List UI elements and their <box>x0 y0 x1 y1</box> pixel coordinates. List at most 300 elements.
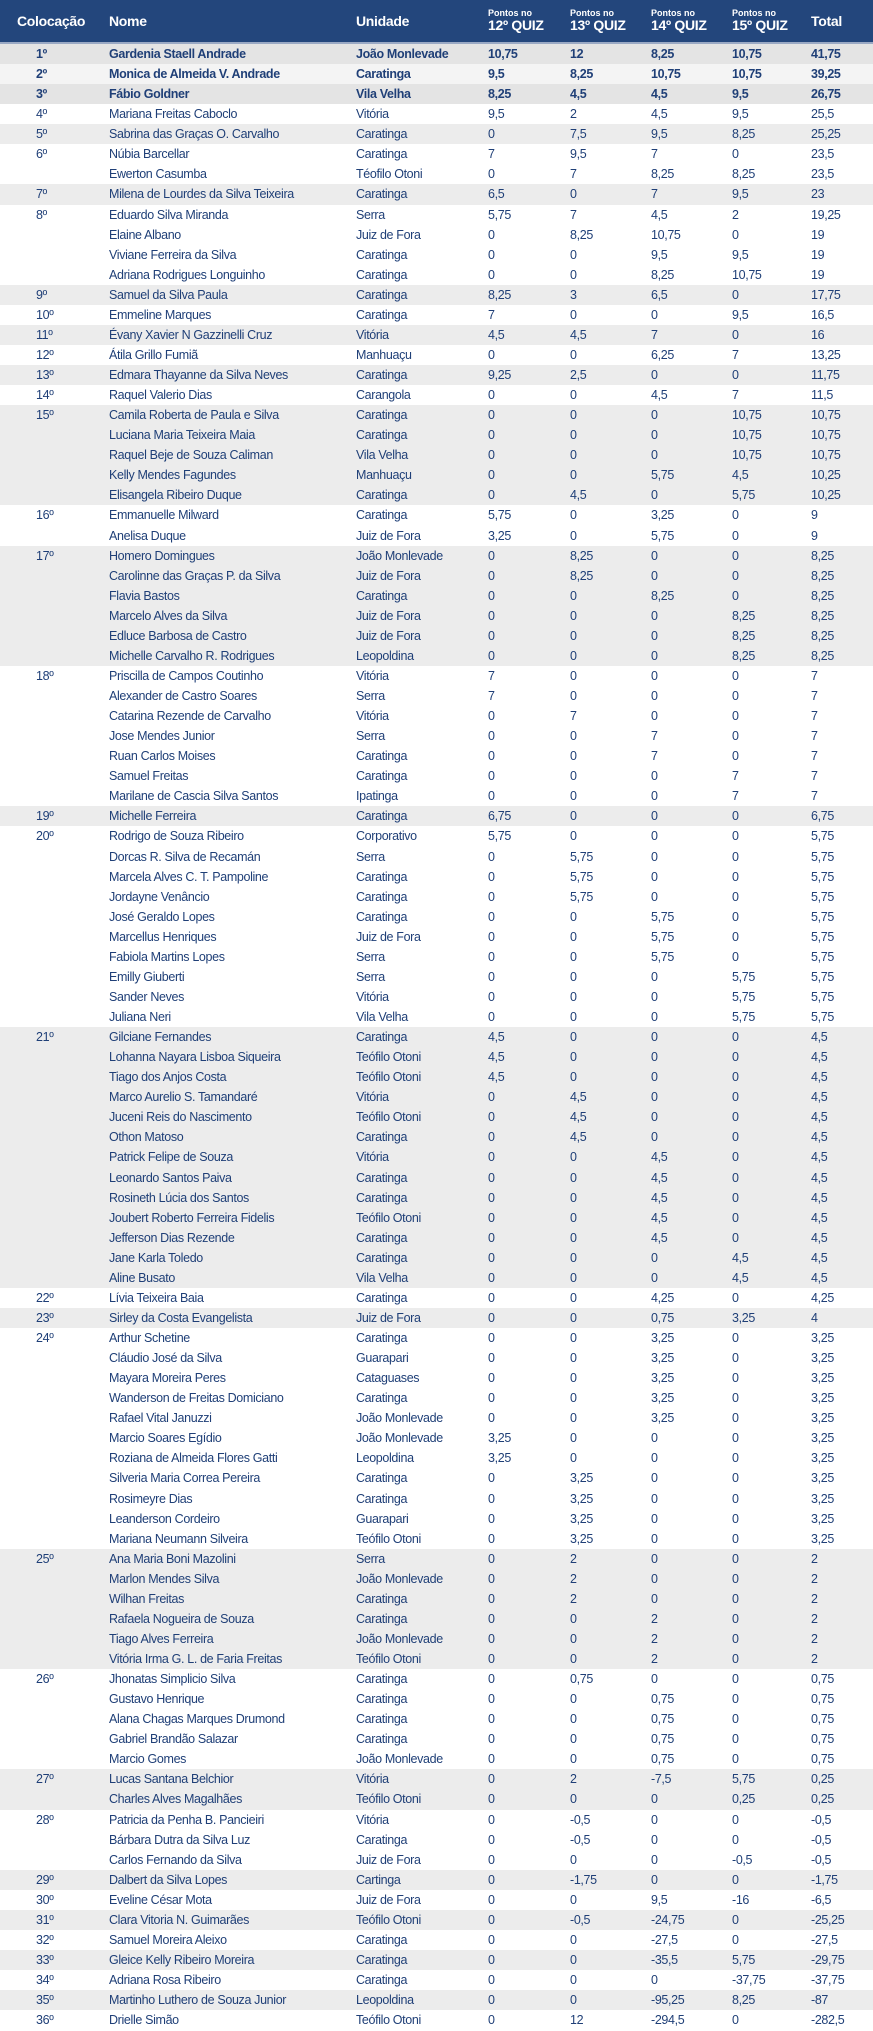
cell-unit: Caratinga <box>356 1973 408 1987</box>
cell-q15: 0 <box>732 588 739 603</box>
cell-q14: 0 <box>651 1491 658 1506</box>
cell-q13: -0,5 <box>570 1912 591 1927</box>
cell-total: 7 <box>811 689 818 703</box>
cell-q15: 0 <box>732 1471 739 1486</box>
cell-q14: 0 <box>651 1110 658 1125</box>
cell-name: Leonardo Santos Paiva <box>109 1170 232 1185</box>
table-row <box>0 907 873 927</box>
cell-name: Adriana Rodrigues Longuinho <box>109 267 265 282</box>
cell-q14: 10,75 <box>651 67 681 82</box>
cell-unit: Caratinga <box>356 1932 408 1947</box>
cell-rank: 26º <box>36 1672 54 1687</box>
cell-q14: 8,25 <box>651 47 674 61</box>
cell-total: 4,5 <box>811 1170 828 1185</box>
table-row <box>0 1268 873 1288</box>
cell-unit: Teófilo Otoni <box>356 2013 421 2028</box>
cell-q13: 7 <box>570 207 577 222</box>
cell-q14: 3,25 <box>651 508 674 523</box>
table-row <box>0 1368 873 1388</box>
table-row <box>0 225 873 245</box>
cell-rank: 11º <box>36 327 53 342</box>
cell-q14: 0 <box>651 1571 658 1586</box>
cell-q14: 3,25 <box>651 1371 674 1386</box>
cell-q14: 6,5 <box>651 287 668 302</box>
cell-q14: 8,25 <box>651 588 674 603</box>
cell-q13: 5,75 <box>570 889 593 904</box>
cell-q12: 0 <box>488 1993 495 2008</box>
cell-q12: 0 <box>488 608 495 623</box>
table-row <box>0 1448 873 1468</box>
cell-total: 2 <box>811 1631 818 1646</box>
cell-total: 11,5 <box>811 388 834 403</box>
cell-q13: 0 <box>570 1190 577 1205</box>
cell-rank: 12º <box>36 347 54 362</box>
cell-q12: 0 <box>488 869 495 884</box>
cell-unit: Caratinga <box>356 368 408 382</box>
cell-q13: 0 <box>570 1050 577 1065</box>
cell-q14: 0 <box>651 809 658 824</box>
table-row <box>0 1027 873 1047</box>
cell-q15: 5,75 <box>732 1010 755 1024</box>
cell-name: Patrick Felipe de Souza <box>109 1150 233 1165</box>
cell-rank: 16º <box>36 508 54 523</box>
table-row <box>0 806 873 826</box>
cell-q12: 4,5 <box>488 1030 505 1045</box>
cell-q12: 0 <box>488 1611 495 1626</box>
cell-total: 4,5 <box>811 1110 828 1125</box>
cell-total: 4,5 <box>811 1090 828 1105</box>
cell-q14: 0 <box>651 849 658 864</box>
cell-name: Eveline César Mota <box>109 1892 212 1907</box>
cell-unit: Caratinga <box>356 749 408 764</box>
table-row <box>0 826 873 846</box>
cell-q14: 0 <box>651 1852 658 1867</box>
cell-unit: Caratinga <box>356 1491 408 1506</box>
cell-q15: 0 <box>732 568 739 583</box>
cell-q15: 0 <box>732 327 739 342</box>
cell-name: Gilciane Fernandes <box>109 1030 212 1045</box>
cell-q12: 0 <box>488 227 495 242</box>
cell-total: 5,75 <box>811 869 834 884</box>
cell-total: 41,75 <box>811 47 841 61</box>
cell-rank: 9º <box>36 287 47 302</box>
cell-q15: 9,5 <box>732 187 749 202</box>
cell-unit: Juiz de Fora <box>356 227 421 242</box>
cell-name: Emilly Giuberti <box>109 969 185 984</box>
cell-unit: Juiz de Fora <box>356 1310 421 1325</box>
cell-q15: 8,25 <box>732 167 755 182</box>
cell-name: Priscilla de Campos Coutinho <box>109 668 264 683</box>
cell-name: Tiago dos Anjos Costa <box>109 1070 227 1085</box>
cell-total: -0,5 <box>811 1852 832 1867</box>
cell-total: 7 <box>811 789 818 804</box>
table-row <box>0 1830 873 1850</box>
cell-total: -27,5 <box>811 1932 838 1947</box>
cell-q13: 8,25 <box>570 568 593 583</box>
table-row <box>0 1990 873 2010</box>
table-row <box>0 505 873 525</box>
cell-total: 4 <box>811 1310 818 1325</box>
cell-name: Lívia Teixeira Baia <box>109 1290 204 1305</box>
cell-q14: 0 <box>651 1250 658 1265</box>
cell-total: 19 <box>811 227 825 242</box>
cell-q14: 4,5 <box>651 388 668 403</box>
cell-q15: 0 <box>732 1652 739 1666</box>
cell-q14: 3,25 <box>651 1391 674 1406</box>
cell-q14: 0 <box>651 709 658 724</box>
cell-rank: 18º <box>36 668 54 683</box>
cell-name: Jhonatas Simplicio Silva <box>109 1672 236 1687</box>
cell-q12: 0 <box>488 1672 495 1687</box>
cell-q14: 0 <box>651 1270 658 1285</box>
cell-total: 6,75 <box>811 809 834 824</box>
cell-q15: 0 <box>732 227 739 242</box>
cell-q14: 7 <box>651 187 658 202</box>
cell-q13: 8,25 <box>570 67 593 82</box>
cell-q13: 0 <box>570 1170 577 1185</box>
table-row <box>0 887 873 907</box>
cell-q13: 0 <box>570 1230 577 1245</box>
cell-q14: 6,25 <box>651 347 674 362</box>
cell-q14: 7 <box>651 327 658 342</box>
cell-q14: 0 <box>651 628 658 643</box>
cell-q13: 3,25 <box>570 1491 593 1506</box>
cell-name: Elisangela Ribeiro Duque <box>109 488 242 503</box>
cell-q13: 2 <box>570 1772 577 1787</box>
cell-name: Leanderson Cordeiro <box>109 1511 220 1526</box>
cell-q15: 7 <box>732 769 739 784</box>
cell-q14: 0 <box>651 889 658 904</box>
cell-q13: 0 <box>570 949 577 964</box>
table-row <box>0 1609 873 1629</box>
cell-q12: 0 <box>488 1170 495 1185</box>
cell-unit: Vitória <box>356 1772 389 1787</box>
cell-q14: 4,5 <box>651 1210 668 1225</box>
cell-name: Bárbara Dutra da Silva Luz <box>109 1832 250 1847</box>
table-row <box>0 84 873 104</box>
table-row <box>0 1107 873 1127</box>
cell-q15: 0 <box>732 1752 739 1767</box>
cell-unit: Cartinga <box>356 1872 401 1887</box>
cell-name: Jefferson Dias Rezende <box>109 1230 235 1245</box>
cell-q12: 0 <box>488 1571 495 1586</box>
header-q13-top: Pontos no <box>570 8 614 18</box>
cell-total: -0,5 <box>811 1812 832 1827</box>
cell-name: Alexander de Castro Soares <box>109 689 257 703</box>
cell-q14: -27,5 <box>651 1932 678 1947</box>
cell-name: Wanderson de Freitas Domiciano <box>109 1391 284 1406</box>
cell-q14: 0 <box>651 1812 658 1827</box>
cell-q12: 0 <box>488 347 495 362</box>
cell-q15: 9,5 <box>732 247 749 262</box>
cell-q15: 0 <box>732 1872 739 1887</box>
cell-q15: 0 <box>732 1732 739 1747</box>
table-row <box>0 285 873 305</box>
header-name-label: Nome <box>109 13 147 29</box>
header-q12 <box>488 0 544 42</box>
cell-q12: 0 <box>488 1912 495 1927</box>
cell-q14: 9,5 <box>651 247 668 262</box>
cell-q15: 0 <box>732 1832 739 1847</box>
cell-unit: Teófilo Otoni <box>356 1792 421 1807</box>
cell-q14: 4,5 <box>651 1170 668 1185</box>
cell-q12: 0 <box>488 1310 495 1325</box>
cell-q13: 0 <box>570 769 577 784</box>
cell-q14: 0 <box>651 789 658 804</box>
table-row <box>0 766 873 786</box>
cell-total: 2 <box>811 1591 818 1606</box>
table-row <box>0 566 873 586</box>
cell-q15: 0 <box>732 1130 739 1145</box>
table-row <box>0 1729 873 1749</box>
cell-q15: 7 <box>732 388 739 403</box>
cell-q12: 0 <box>488 1471 495 1486</box>
cell-q14: 4,5 <box>651 1190 668 1205</box>
cell-name: Dalbert da Silva Lopes <box>109 1872 228 1887</box>
cell-q14: 0 <box>651 769 658 784</box>
cell-q15: 8,25 <box>732 608 755 623</box>
table-row <box>0 1168 873 1188</box>
cell-q14: 3,25 <box>651 1331 674 1345</box>
cell-q15: 0 <box>732 548 739 563</box>
cell-rank: 31º <box>36 1912 54 1927</box>
cell-total: 2 <box>811 1551 818 1566</box>
cell-name: Patricia da Penha B. Pancieiri <box>109 1812 264 1827</box>
cell-name: Rodrigo de Souza Ribeiro <box>109 829 244 844</box>
cell-name: Arthur Schetine <box>109 1331 190 1345</box>
cell-name: Rosineth Lúcia dos Santos <box>109 1190 249 1205</box>
cell-unit: Serra <box>356 969 385 984</box>
cell-q15: 0 <box>732 1531 739 1546</box>
cell-q15: 0 <box>732 1190 739 1205</box>
cell-q14: 0 <box>651 1030 658 1045</box>
cell-name: Marco Aurelio S. Tamandaré <box>109 1090 258 1105</box>
table-row <box>0 1850 873 1870</box>
cell-q13: 2 <box>570 1551 577 1566</box>
cell-q14: 0 <box>651 969 658 984</box>
cell-q14: -95,25 <box>651 1993 685 2008</box>
cell-name: Homero Domingues <box>109 548 215 563</box>
cell-q13: 0 <box>570 1270 577 1285</box>
header-q14 <box>651 0 707 42</box>
cell-name: Mariana Freitas Caboclo <box>109 107 238 122</box>
cell-q14: 0 <box>651 1451 658 1466</box>
cell-name: Catarina Rezende de Carvalho <box>109 709 271 724</box>
cell-q14: 0 <box>651 448 658 463</box>
table-row <box>0 164 873 184</box>
cell-q12: 0 <box>488 909 495 924</box>
cell-q13: 0 <box>570 1932 577 1947</box>
cell-name: Anelisa Duque <box>109 528 186 543</box>
cell-q14: -24,75 <box>651 1912 685 1927</box>
cell-total: 17,75 <box>811 287 841 302</box>
cell-rank: 1º <box>36 47 47 61</box>
cell-total: 25,25 <box>811 127 841 142</box>
cell-unit: João Monlevade <box>356 1431 443 1446</box>
cell-unit: Guarapari <box>356 1351 409 1366</box>
cell-unit: Serra <box>356 729 385 744</box>
cell-unit: João Monlevade <box>356 47 449 61</box>
table-row <box>0 1910 873 1930</box>
table-row <box>0 867 873 887</box>
cell-q12: 0 <box>488 408 495 423</box>
table-row <box>0 1388 873 1408</box>
cell-q15: 0 <box>732 909 739 924</box>
cell-q15: 0 <box>732 1631 739 1646</box>
cell-total: 5,75 <box>811 989 834 1004</box>
cell-unit: Guarapari <box>356 1511 409 1526</box>
cell-q12: 0 <box>488 1210 495 1225</box>
table-row <box>0 666 873 686</box>
table-row <box>0 1007 873 1027</box>
cell-q15: 0 <box>732 1431 739 1446</box>
table-row <box>0 465 873 485</box>
cell-unit: Juiz de Fora <box>356 628 421 643</box>
cell-q14: 7 <box>651 147 658 162</box>
cell-q13: 0 <box>570 1391 577 1406</box>
cell-q14: 0 <box>651 307 658 322</box>
cell-q14: 0 <box>651 568 658 583</box>
cell-name: Mariana Neumann Silveira <box>109 1531 248 1546</box>
header-q15-label: 15º QUIZ <box>732 17 788 33</box>
table-row <box>0 526 873 546</box>
cell-total: 3,25 <box>811 1451 834 1466</box>
cell-q14: 0 <box>651 1471 658 1486</box>
cell-q12: 0 <box>488 127 495 142</box>
cell-q14: 0 <box>651 869 658 884</box>
cell-total: 4,5 <box>811 1210 828 1225</box>
cell-q13: 2 <box>570 1591 577 1606</box>
cell-total: 10,25 <box>811 488 841 503</box>
cell-name: Charles Alves Magalhães <box>109 1792 242 1807</box>
cell-q12: 0 <box>488 1290 495 1305</box>
cell-q13: 0 <box>570 1892 577 1907</box>
table-row <box>0 1348 873 1368</box>
header-name <box>109 0 147 42</box>
table-row <box>0 606 873 626</box>
cell-name: Othon Matoso <box>109 1130 184 1145</box>
cell-q12: 0 <box>488 989 495 1004</box>
cell-unit: Teófilo Otoni <box>356 1110 421 1125</box>
table-row <box>0 1649 873 1669</box>
cell-name: Camila Roberta de Paula e Silva <box>109 408 279 423</box>
cell-q14: 0 <box>651 1431 658 1446</box>
header-total-label: Total <box>811 13 842 29</box>
cell-q12: 0 <box>488 849 495 864</box>
cell-name: Núbia Barcellar <box>109 147 190 162</box>
cell-q15: 0 <box>732 1912 739 1927</box>
cell-q12: 0 <box>488 1812 495 1827</box>
cell-total: 7 <box>811 709 818 724</box>
cell-q14: 2 <box>651 1611 658 1626</box>
cell-name: Alana Chagas Marques Drumond <box>109 1712 285 1727</box>
cell-name: Luciana Maria Teixeira Maia <box>109 428 255 443</box>
cell-q13: 0 <box>570 989 577 1004</box>
cell-unit: Caratinga <box>356 287 408 302</box>
cell-unit: Caratinga <box>356 267 408 282</box>
cell-q12: 5,75 <box>488 508 511 523</box>
cell-q14: 0 <box>651 1010 658 1024</box>
cell-q15: 8,25 <box>732 1993 755 2008</box>
cell-name: Lucas Santana Belchior <box>109 1772 234 1787</box>
cell-unit: Caratinga <box>356 769 408 784</box>
table-row <box>0 1127 873 1147</box>
cell-q13: 0 <box>570 909 577 924</box>
cell-unit: Serra <box>356 849 385 864</box>
table-row <box>0 626 873 646</box>
cell-q13: 0 <box>570 267 577 282</box>
cell-total: -6,5 <box>811 1892 832 1907</box>
cell-q15: 10,75 <box>732 67 762 82</box>
cell-q14: 7 <box>651 729 658 744</box>
cell-q13: 0 <box>570 247 577 262</box>
cell-q12: 0 <box>488 1692 495 1707</box>
cell-q13: 0 <box>570 729 577 744</box>
cell-q13: 2 <box>570 107 577 122</box>
table-row <box>0 546 873 566</box>
table-row <box>0 144 873 164</box>
cell-name: Marlon Mendes Silva <box>109 1571 220 1586</box>
cell-rank: 4º <box>36 107 47 122</box>
table-row <box>0 646 873 666</box>
cell-q15: 0 <box>732 849 739 864</box>
cell-q13: 0 <box>570 1070 577 1085</box>
cell-rank: 35º <box>36 1993 54 2008</box>
cell-q12: 9,5 <box>488 67 505 82</box>
cell-q13: 0 <box>570 1973 577 1987</box>
cell-q13: 0 <box>570 528 577 543</box>
header-rank-label: Colocação <box>17 13 86 29</box>
cell-q15: 9,5 <box>732 307 749 322</box>
table-row <box>0 184 873 204</box>
cell-rank: 24º <box>36 1331 54 1345</box>
cell-name: Marilane de Cascia Silva Santos <box>109 789 279 804</box>
cell-q15: 0 <box>732 809 739 824</box>
cell-q14: 0 <box>651 829 658 844</box>
cell-unit: Juiz de Fora <box>356 608 421 623</box>
cell-total: 3,25 <box>811 1351 834 1366</box>
cell-total: 2 <box>811 1571 818 1586</box>
cell-unit: Vila Velha <box>356 1010 408 1024</box>
cell-q13: 0 <box>570 508 577 523</box>
cell-rank: 25º <box>36 1551 54 1566</box>
cell-q15: 0 <box>732 1591 739 1606</box>
cell-q12: 0 <box>488 388 495 403</box>
cell-q13: 4,5 <box>570 1090 587 1105</box>
cell-q15: 0 <box>732 1411 739 1426</box>
cell-q15: -0,5 <box>732 1852 753 1867</box>
cell-rank: 32º <box>36 1932 54 1947</box>
cell-name: Carlos Fernando da Silva <box>109 1852 242 1867</box>
cell-unit: Caratinga <box>356 1250 408 1265</box>
cell-q15: 0 <box>732 1351 739 1366</box>
cell-q15: 7 <box>732 789 739 804</box>
cell-q13: 0 <box>570 1752 577 1767</box>
cell-unit: Vitória <box>356 1812 389 1827</box>
cell-unit: Caratinga <box>356 1331 408 1345</box>
cell-rank: 6º <box>36 147 47 162</box>
cell-q14: -7,5 <box>651 1772 672 1787</box>
table-row <box>0 1228 873 1248</box>
cell-q15: 0 <box>732 1712 739 1727</box>
cell-rank: 29º <box>36 1872 54 1887</box>
cell-q12: 8,25 <box>488 287 511 302</box>
cell-q15: 0 <box>732 729 739 744</box>
cell-total: 4,5 <box>811 1250 828 1265</box>
table-row <box>0 124 873 144</box>
cell-q12: 0 <box>488 929 495 944</box>
table-row <box>0 726 873 746</box>
